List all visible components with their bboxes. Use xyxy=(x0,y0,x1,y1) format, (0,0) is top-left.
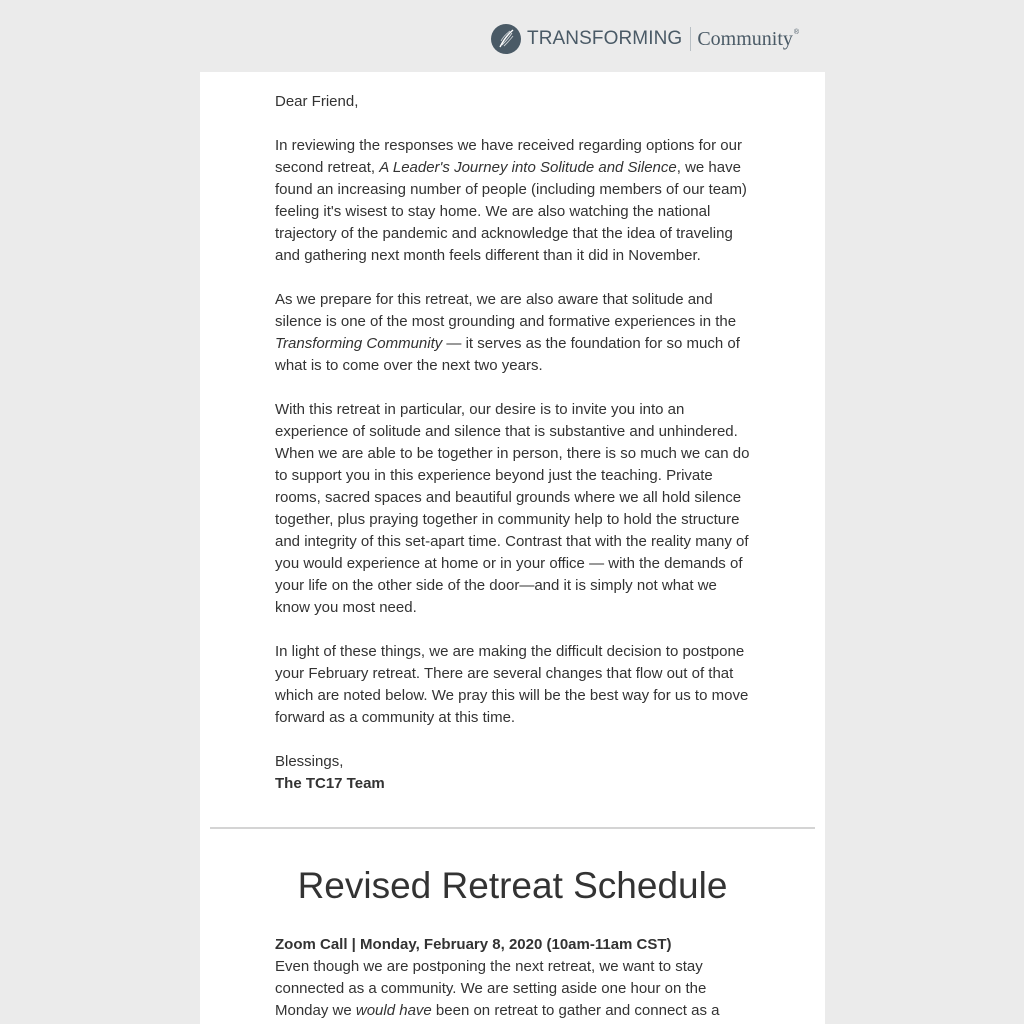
paragraph-text: As we prepare for this retreat, we are also aware that solitude and silence is one of the most grounding and formative experiences in the xyxy=(275,291,737,330)
email-body-card xyxy=(200,72,825,1024)
paragraph-text: , we have found an increasing number of people (including members of our team) feeling it's wisest to stay home. We are also watching the national trajectory of the pandemic and acknowledge that the idea of traveling and gathering next month feels different than it did in November. xyxy=(275,159,747,264)
feather-circle-icon xyxy=(491,24,521,54)
brand-wordmark-secondary: Community xyxy=(697,27,793,50)
paragraph-text: — it serves as the foundation for so much of what is to come over the next two years. xyxy=(275,335,740,374)
signer: The TC17 Team xyxy=(275,775,385,792)
event-description xyxy=(275,956,755,1022)
letter-paragraph-4: In light of these things, we are making the difficult decision to postpone your February retreat. There are several changes that flow out of that which are noted below. We pray this will be the best way for us to move forward as a community at this time. xyxy=(275,643,749,726)
event-text: been on retreat to gather and connect as a xyxy=(431,1002,720,1019)
schedule-event xyxy=(275,934,755,1022)
program-name: Transforming Community xyxy=(275,335,443,352)
retreat-title: A Leader's Journey into Solitude and Silence xyxy=(379,159,677,176)
brand-wordmark-primary: TRANSFORMING xyxy=(527,28,683,49)
schedule-title: Revised Retreat Schedule xyxy=(297,865,728,906)
greeting: Dear Friend, xyxy=(275,93,359,110)
event-heading: Zoom Call | Monday, February 8, 2020 (10am-11am CST) xyxy=(275,936,672,953)
event-emphasis: would have xyxy=(355,1002,432,1019)
letter-paragraph-3: With this retreat in particular, our desire is to invite you into an experience of solitude and silence that is substantive and unhindered. When we are able to be together in person, there is so much we can do to support you in this experience beyond just the teaching. Private rooms, sacred spaces and beautiful grounds where we all hold silence together, plus praying together in community help to hold the structure and integrity of this set-apart time. Contrast that with the reality many of you would experience at home or in your office — with the demands of your life on the other side of the door—and it is simply not what we know you most need. xyxy=(275,401,750,616)
registered-mark: ® xyxy=(793,29,800,36)
letter xyxy=(275,91,755,817)
closing: Blessings, xyxy=(275,753,344,770)
letter-paragraph-2 xyxy=(275,289,755,377)
brand-divider xyxy=(690,27,691,51)
email-header xyxy=(0,0,1024,72)
section-divider xyxy=(210,827,815,829)
paragraph-text: In reviewing the responses we have received regarding options for our second retreat, xyxy=(275,137,742,176)
letter-paragraph-1 xyxy=(275,135,755,267)
event-text: Even though we are postponing the next retreat, we want to stay connected as a community. We are setting aside one hour on the Monday we xyxy=(275,958,707,1019)
brand-logo[interactable] xyxy=(491,24,799,54)
